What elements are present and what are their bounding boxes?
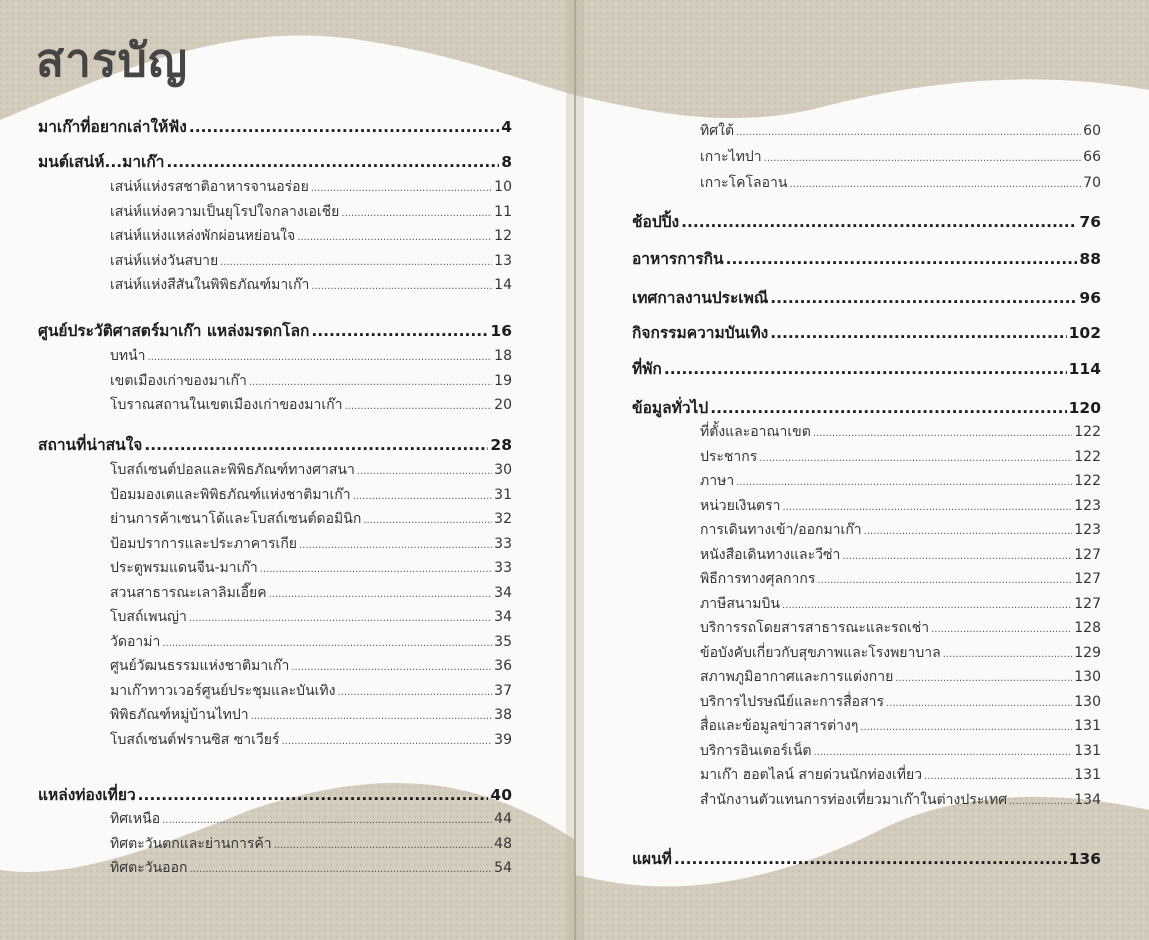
dot-leader: [357, 466, 492, 477]
dot-leader: [782, 600, 1072, 611]
dot-leader: [162, 638, 492, 649]
toc-item-title: เสน่ห์แห่งรสชาติอาหารจานอร่อย: [110, 179, 309, 195]
toc-item-page-number: 70: [1083, 175, 1101, 191]
toc-item[interactable]: [700, 568, 1101, 590]
toc-item[interactable]: [700, 495, 1101, 517]
toc-item[interactable]: [110, 394, 512, 416]
dot-leader: [736, 477, 1072, 488]
toc-item-title: บริการรถโดยสารสาธารณะและรถเช่า: [700, 620, 930, 636]
toc-item-page-number: 14: [494, 277, 512, 293]
toc-section-page-number: 114: [1068, 360, 1101, 378]
toc-section[interactable]: [632, 395, 1101, 420]
toc-item-page-number: 13: [494, 252, 512, 269]
toc-section-title: มาเก๊าที่อยากเล่าให้ฟัง: [38, 118, 187, 136]
toc-section-title: แผนที่: [632, 850, 672, 868]
dot-leader: [864, 526, 1073, 537]
toc-item-page-number: 122: [1074, 448, 1101, 465]
dot-leader: [764, 153, 1082, 164]
toc-item[interactable]: [110, 582, 512, 604]
toc-item-title: มาเก๊าทาวเวอร์ศูนย์ประชุมและบันเทิง: [110, 682, 336, 699]
toc-item[interactable]: [110, 484, 512, 506]
toc-item-page-number: 131: [1074, 767, 1101, 783]
toc-item-title: ป้อมมองเตและพิพิธภัณฑ์แห่งชาติมาเก๊า: [110, 486, 351, 503]
toc-section[interactable]: [38, 149, 512, 174]
dot-leader: [895, 673, 1072, 684]
toc-item-title: พิธีการทางศุลกากร: [700, 571, 816, 587]
toc-item[interactable]: [110, 857, 512, 879]
toc-item-title: ภาษีสนามบิน: [700, 595, 780, 612]
dot-leader: [162, 815, 492, 826]
toc-section-title: แหล่งท่องเที่ยว: [38, 786, 136, 804]
toc-section[interactable]: [38, 432, 512, 457]
dot-leader: [813, 428, 1072, 439]
toc-item-title: โบราณสถานในเขตเมืองเก่าของมาเก๊า: [110, 397, 343, 413]
dot-leader: [710, 399, 1066, 417]
toc-section-page-number: 76: [1079, 213, 1101, 231]
toc-item-page-number: 129: [1074, 644, 1101, 661]
toc-item[interactable]: [700, 120, 1101, 142]
toc-item-title: บทนำ: [110, 348, 146, 364]
toc-item-page-number: 134: [1074, 791, 1101, 808]
toc-section-title: สถานที่น่าสนใจ: [38, 436, 143, 454]
toc-item-page-number: 122: [1074, 424, 1101, 440]
toc-item-page-number: 66: [1083, 149, 1101, 165]
toc-item-title: ประตูพรมแดนจีน-มาเก๊า: [110, 560, 258, 576]
dot-leader: [189, 864, 492, 875]
toc-section-page-number: 136: [1068, 850, 1101, 868]
toc-section[interactable]: [632, 209, 1101, 234]
toc-item[interactable]: [700, 789, 1101, 811]
toc-item-page-number: 127: [1074, 595, 1101, 612]
toc-item-title: โบสถ์เซนต์ฟรานซิส ซาเวียร์: [110, 731, 280, 748]
toc-item-page-number: 48: [494, 835, 512, 852]
toc-item-title: ภาษา: [700, 473, 735, 489]
dot-leader: [943, 649, 1073, 660]
toc-item-title: ทิศเหนือ: [110, 811, 161, 827]
toc-item-page-number: 130: [1074, 669, 1101, 685]
dot-leader: [274, 840, 493, 851]
toc-section-page-number: 16: [490, 322, 512, 340]
toc-item-page-number: 32: [494, 511, 512, 527]
toc-item-page-number: 127: [1074, 571, 1101, 587]
toc-item-title: บริการอินเตอร์เน็ต: [700, 742, 812, 759]
toc-section-page-number: 120: [1068, 399, 1101, 417]
toc-item[interactable]: [700, 691, 1101, 713]
toc-section-title: มนต์เสน่ห์...มาเก๊า: [38, 153, 165, 171]
toc-item-title: ข้อบังคับเกี่ยวกับสุขภาพและโรงพยาบาล: [700, 644, 941, 661]
dot-leader: [166, 153, 499, 171]
toc-section-page-number: 8: [501, 153, 512, 171]
toc-item-page-number: 34: [494, 609, 512, 625]
toc-item[interactable]: [110, 250, 512, 272]
toc-item[interactable]: [110, 370, 512, 392]
dot-leader: [251, 711, 493, 722]
dot-leader: [299, 540, 492, 551]
toc-item-title: สภาพภูมิอากาศและการแต่งกาย: [700, 669, 894, 685]
toc-section-page-number: 88: [1079, 250, 1101, 268]
toc-item-page-number: 11: [494, 203, 512, 220]
dot-leader: [681, 213, 1077, 231]
toc-item[interactable]: [110, 274, 512, 296]
toc-item-title: ป้อมปราการและประภาคารเกีย: [110, 535, 297, 552]
toc-section[interactable]: [38, 318, 512, 343]
toc-section-title: ข้อมูลทั่วไป: [632, 399, 709, 417]
dot-leader: [1009, 796, 1072, 807]
dot-leader: [736, 127, 1081, 138]
toc-item-page-number: 19: [494, 372, 512, 389]
toc-section-page-number: 96: [1079, 289, 1101, 307]
right-page: [575, 0, 1149, 940]
toc-section-page-number: 4: [501, 118, 512, 136]
toc-item-title: เสน่ห์แห่งแหล่งพักผ่อนหย่อนใจ: [110, 228, 296, 244]
dot-leader: [759, 453, 1072, 464]
toc-item-title: พิพิธภัณฑ์หมู่บ้านไทปา: [110, 707, 249, 723]
dot-leader: [924, 771, 1072, 782]
toc-item-title: หน่วยเงินตรา: [700, 497, 781, 514]
toc-item[interactable]: [700, 446, 1101, 468]
toc-item-page-number: 12: [494, 228, 512, 244]
toc-item-title: โบสถ์เพนญ่า: [110, 609, 187, 625]
toc-item[interactable]: [700, 146, 1101, 168]
toc-item[interactable]: [110, 833, 512, 855]
toc-section[interactable]: [632, 246, 1101, 271]
dot-leader: [249, 377, 492, 388]
toc-item[interactable]: [700, 666, 1101, 688]
dot-leader: [353, 491, 493, 502]
toc-item[interactable]: [110, 533, 512, 555]
dot-leader: [842, 551, 1072, 562]
toc-item[interactable]: [700, 617, 1101, 639]
toc-section-title: กิจกรรมความบันเทิง: [632, 324, 769, 342]
toc-item-title: ศูนย์วัฒนธรรมแห่งชาติมาเก๊า: [110, 658, 290, 674]
toc-item-page-number: 44: [494, 811, 512, 827]
dot-leader: [311, 183, 492, 194]
toc-item-page-number: 122: [1074, 473, 1101, 489]
dot-leader: [189, 613, 492, 624]
toc-section-title: เทศกาลงานประเพณี: [632, 289, 769, 307]
toc-item[interactable]: [110, 557, 512, 579]
toc-section-title: ช้อปปิ้ง: [632, 213, 680, 231]
toc-item[interactable]: [110, 345, 512, 367]
toc-item-page-number: 38: [494, 707, 512, 723]
toc-item[interactable]: [110, 508, 512, 530]
dot-leader: [297, 232, 492, 243]
dot-leader: [341, 208, 492, 219]
toc-item[interactable]: [110, 631, 512, 653]
toc-item-title: เขตเมืองเก่าของมาเก๊า: [110, 372, 247, 389]
toc-item[interactable]: [700, 519, 1101, 541]
toc-item[interactable]: [700, 544, 1101, 566]
toc-item[interactable]: [110, 655, 512, 677]
toc-item-page-number: 130: [1074, 693, 1101, 710]
toc-item[interactable]: [700, 172, 1101, 194]
toc-item-page-number: 10: [494, 179, 512, 195]
toc-item[interactable]: [700, 642, 1101, 664]
toc-item-title: สำนักงานตัวแทนการท่องเที่ยวมาเก๊าในต่างประเทศ: [700, 791, 1008, 808]
toc-item-title: เสน่ห์แห่งสีสันในพิพิธภัณฑ์มาเก๊า: [110, 277, 310, 293]
toc-item-page-number: 33: [494, 535, 512, 552]
toc-item-title: สวนสาธารณะเลาลิมเอี๊ยค: [110, 584, 267, 601]
toc-item-title: หนังสือเดินทางและวีซ่า: [700, 546, 841, 563]
dot-leader: [189, 118, 499, 136]
toc-item-page-number: 123: [1074, 497, 1101, 514]
toc-item-title: เกาะไทปา: [700, 149, 762, 165]
dot-leader: [931, 624, 1072, 635]
toc-item-page-number: 123: [1074, 522, 1101, 538]
dot-leader: [726, 250, 1078, 268]
dot-leader: [138, 786, 489, 804]
toc-item-page-number: 33: [494, 560, 512, 576]
dot-leader: [281, 736, 492, 747]
toc-item-page-number: 39: [494, 731, 512, 748]
toc-section[interactable]: [632, 356, 1101, 381]
toc-item[interactable]: [700, 421, 1101, 443]
toc-item-page-number: 36: [494, 658, 512, 674]
toc-item[interactable]: [110, 680, 512, 702]
dot-leader: [770, 289, 1077, 307]
toc-item-title: เสน่ห์แห่งความเป็นยุโรปใจกลางเอเชีย: [110, 203, 340, 220]
toc-item[interactable]: [110, 808, 512, 830]
toc-item-title: สื่อและข้อมูลข่าวสารต่างๆ: [700, 718, 859, 734]
toc-item-page-number: 127: [1074, 546, 1101, 563]
toc-item[interactable]: [700, 715, 1101, 737]
toc-item[interactable]: [110, 201, 512, 223]
dot-leader: [144, 436, 488, 454]
dot-leader: [770, 324, 1066, 342]
toc-section[interactable]: [38, 114, 512, 139]
dot-leader: [311, 322, 488, 340]
toc-section[interactable]: [632, 285, 1101, 310]
toc-item-title: ประชากร: [700, 448, 758, 465]
dot-leader: [814, 747, 1073, 758]
toc-item-page-number: 54: [494, 860, 512, 876]
dot-leader: [789, 179, 1081, 190]
dot-leader: [363, 515, 492, 526]
dot-leader: [337, 687, 492, 698]
toc-item-title: ทิศใต้: [700, 123, 735, 139]
toc-item[interactable]: [110, 176, 512, 198]
toc-item-page-number: 18: [494, 348, 512, 364]
dot-leader: [220, 257, 492, 268]
toc-item[interactable]: [110, 729, 512, 751]
toc-section-page-number: 102: [1068, 324, 1101, 342]
toc-item[interactable]: [700, 593, 1101, 615]
dot-leader: [664, 360, 1067, 378]
toc-item-page-number: 35: [494, 633, 512, 650]
toc-item-page-number: 30: [494, 462, 512, 478]
toc-item-title: ย่านการค้าเซนาโด้และโบสถ์เซนต์ดอมินิก: [110, 511, 362, 527]
dot-leader: [148, 352, 493, 363]
toc-item[interactable]: [110, 459, 512, 481]
toc-item-title: ทิศตะวันออก: [110, 860, 188, 876]
toc-item-title: ที่ตั้งและอาณาเขต: [700, 424, 811, 440]
toc-item-title: บริการไปรษณีย์และการสื่อสาร: [700, 693, 884, 710]
dot-leader: [817, 575, 1072, 586]
toc-item[interactable]: [700, 740, 1101, 762]
toc-item-page-number: 60: [1083, 123, 1101, 139]
dot-leader: [291, 662, 492, 673]
toc-section[interactable]: [632, 846, 1101, 871]
toc-item[interactable]: [700, 764, 1101, 786]
toc-item-title: มาเก๊า ฮอตไลน์ สายด่วนนักท่องเที่ยว: [700, 767, 923, 783]
toc-title: สารบัญ: [36, 33, 189, 87]
toc-section[interactable]: [38, 782, 512, 807]
toc-item[interactable]: [110, 225, 512, 247]
toc-item-title: การเดินทางเข้า/ออกมาเก๊า: [700, 522, 862, 538]
toc-item-title: ทิศตะวันตกและย่านการค้า: [110, 835, 272, 852]
toc-item-page-number: 131: [1074, 742, 1101, 759]
dot-leader: [674, 850, 1067, 868]
toc-section-title: ที่พัก: [632, 360, 662, 378]
dot-leader: [345, 401, 493, 412]
dot-leader: [260, 564, 492, 575]
toc-item-page-number: 34: [494, 584, 512, 601]
toc-item-page-number: 37: [494, 682, 512, 699]
toc-item-title: วัดอาม่า: [110, 633, 161, 650]
toc-item-page-number: 131: [1074, 718, 1101, 734]
toc-section-title: ศูนย์ประวัติศาสตร์มาเก๊า แหล่งมรดกโลก: [38, 322, 310, 340]
toc-item-title: โบสถ์เซนต์ปอลและพิพิธภัณฑ์ทางศาสนา: [110, 462, 355, 478]
dot-leader: [783, 502, 1073, 513]
toc-item[interactable]: [700, 470, 1101, 492]
toc-item-title: เสน่ห์แห่งวันสบาย: [110, 252, 219, 269]
toc-item-page-number: 31: [494, 486, 512, 503]
toc-section-page-number: 28: [490, 436, 512, 454]
toc-item-page-number: 20: [494, 397, 512, 413]
toc-item-title: เกาะโคโลอาน: [700, 175, 788, 191]
dot-leader: [860, 722, 1072, 733]
dot-leader: [886, 698, 1072, 709]
toc-item[interactable]: [110, 606, 512, 628]
toc-section-title: อาหารการกิน: [632, 250, 724, 268]
toc-section-page-number: 40: [490, 786, 512, 804]
toc-section[interactable]: [632, 320, 1101, 345]
dot-leader: [311, 281, 492, 292]
toc-item[interactable]: [110, 704, 512, 726]
toc-item-page-number: 128: [1074, 620, 1101, 636]
dot-leader: [269, 589, 493, 600]
